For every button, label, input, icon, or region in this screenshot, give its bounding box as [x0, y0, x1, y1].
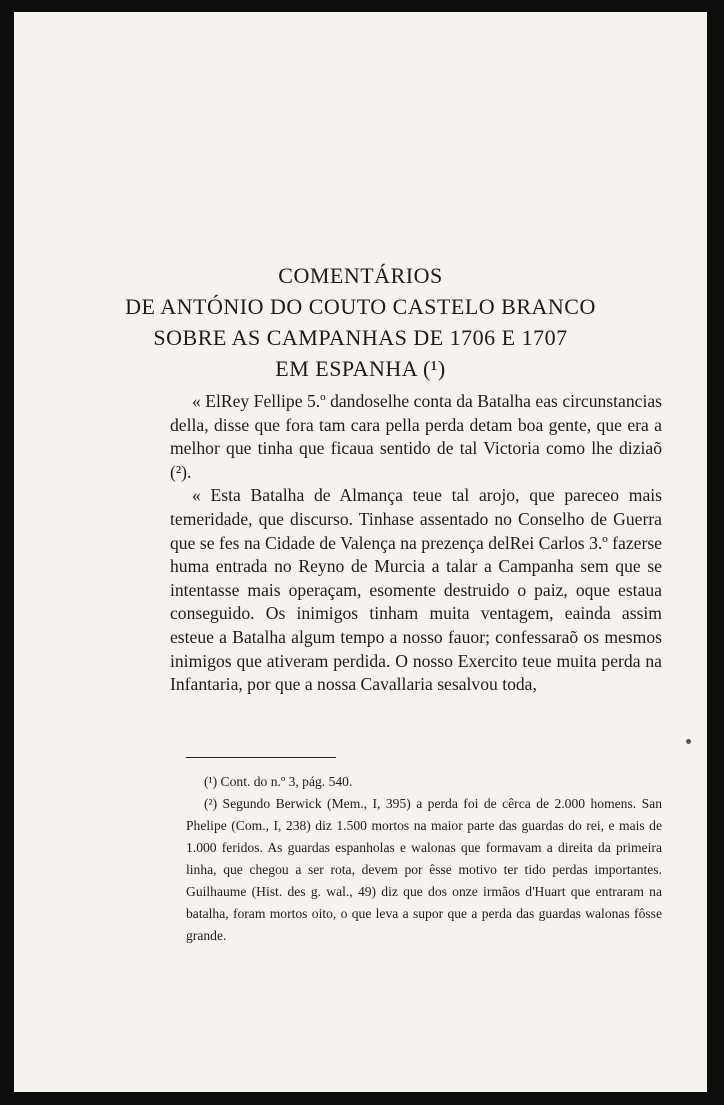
document-page [14, 12, 707, 1092]
footnote-2: (²) Segundo Berwick (Mem., I, 395) a perda foi de cêrca de 2.000 homens. San Phelipe (Com., I, 238) diz 1.500 mortos na maior parte das guardas do rei, e mais de 1.000 feridos. As guardas espanholas e walonas que formavam a direita da primeira linha, que chegou a ser rota, devem por êsse motivo ter tido perdas importantes. Guilhaume (Hist. des g. wal., 49) diz que dos onze irmãos d'Huart que entraram na batalha, foram mortos oito, o que leva a supor que a perda das guardas walonas fôsse grande. [186, 796, 662, 943]
title-line-3: SOBRE AS CAMPANHAS DE 1706 E 1707 [153, 325, 568, 350]
title-line-2: DE ANTÓNIO DO COUTO CASTELO BRANCO [125, 294, 596, 319]
footnotes [186, 771, 662, 947]
body-text [170, 390, 662, 697]
body-paragraph-2: « Esta Batalha de Almança teue tal arojo, que pareceo mais temeridade, que discurso. Tinhase assentado no Conselho de Guerra que se fes na Cidade de Valença na prezença delRei Carlos 3.º fazerse huma entrada no Reyno de Murcia a talar a Campanha sem que se intentasse mais operaçam, esomente destruido o paiz, oque estaua conseguido. Os inimigos tinham muita ventagem, eainda assim esteue a Batalha algum tempo a nosso fauor; confessaraõ os mesmos inimigos que ativeram perdida. O nosso Exercito teue muita perda na Infantaria, por que a nossa Cavallaria sesalvou toda, [170, 485, 662, 695]
article-title [14, 260, 707, 384]
ink-spot [686, 739, 691, 744]
title-line-4: EM ESPANHA (¹) [275, 356, 446, 381]
footnote-divider [186, 757, 336, 758]
title-line-1: COMENTÁRIOS [278, 263, 443, 288]
body-paragraph-1: « ElRey Fellipe 5.º dandoselhe conta da Batalha eas circunstancias della, disse que fora tam cara pella perda detam boa gente, que era a melhor que tinha que ficaua sentido de tal Victoria como lhe diziaõ (²). [170, 391, 662, 482]
footnote-1: (¹) Cont. do n.º 3, pág. 540. [204, 774, 353, 789]
